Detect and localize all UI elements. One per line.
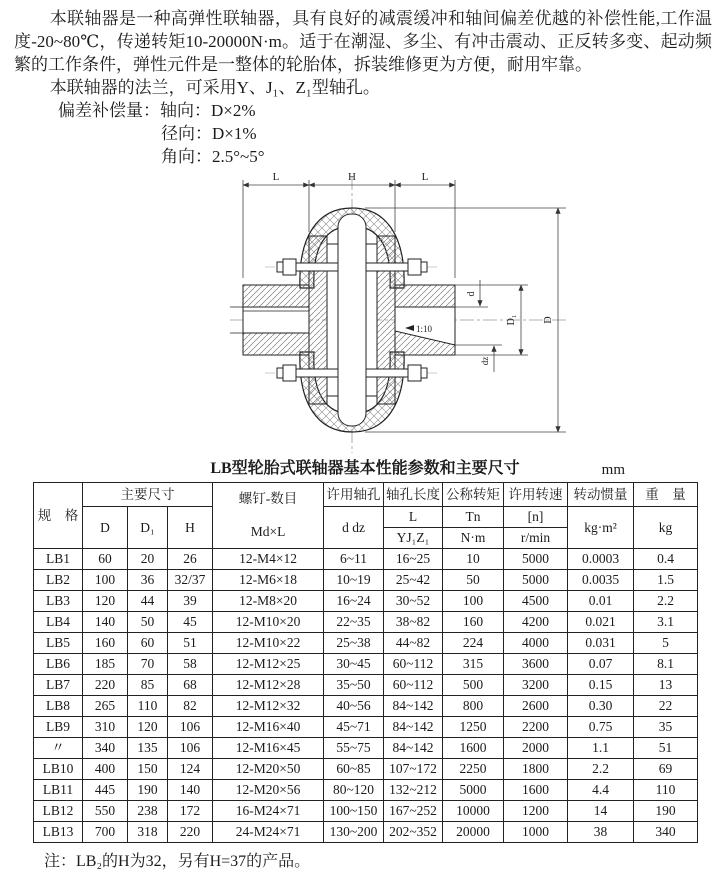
th-weight: 重 量 <box>634 483 698 507</box>
table-cell: 400 <box>83 759 128 780</box>
table-cell: 140 <box>83 612 128 633</box>
table-cell: 6~11 <box>324 549 384 570</box>
th-bore-sub: d dz <box>324 507 384 549</box>
table-cell: 4000 <box>504 633 568 654</box>
compensation-axial-row <box>58 99 712 122</box>
table-cell: 20 <box>128 549 168 570</box>
table-cell: 0.0003 <box>568 549 634 570</box>
table-cell: 12-M6×18 <box>213 570 324 591</box>
right-hub-section <box>395 285 455 355</box>
table-cell: 135 <box>128 738 168 759</box>
table-cell: 60 <box>128 633 168 654</box>
th-col-D1: D₁ <box>128 507 168 549</box>
table-cell: 167~252 <box>384 801 443 822</box>
table-cell: 16~25 <box>384 549 443 570</box>
table-cell: 82 <box>168 696 213 717</box>
table-cell: 60~112 <box>384 675 443 696</box>
table-cell: 100 <box>83 570 128 591</box>
table-cell: 310 <box>83 717 128 738</box>
th-bore-len-sym: L <box>384 507 443 528</box>
table-cell: 5000 <box>504 549 568 570</box>
table-cell: 106 <box>168 738 213 759</box>
table-cell: 30~45 <box>324 654 384 675</box>
table-cell: 51 <box>168 633 213 654</box>
footnote: 注：LB₂的H为32，另有H=37的产品。 <box>44 853 311 870</box>
th-speed-unit: r/min <box>504 528 568 549</box>
central-bore-section <box>338 214 366 426</box>
table-cell: LB5 <box>34 633 83 654</box>
table-cell: 12-M10×22 <box>213 633 324 654</box>
table-cell: 2250 <box>443 759 504 780</box>
table-cell: LB9 <box>34 717 83 738</box>
table-cell: 0.4 <box>634 549 698 570</box>
table-cell: 4500 <box>504 591 568 612</box>
table-cell: 50 <box>443 570 504 591</box>
th-main-dims: 主要尺寸 <box>83 483 213 507</box>
table-cell: 3600 <box>504 654 568 675</box>
table-cell: LB6 <box>34 654 83 675</box>
dim-label-left-L: L <box>272 171 280 183</box>
table-cell: 0.0035 <box>568 570 634 591</box>
th-inertia-unit: kg·m² <box>568 507 634 549</box>
th-bore-len-types: YJ₁Z₁ <box>384 528 443 549</box>
table-cell: 1000 <box>504 822 568 843</box>
table-cell: 32/37 <box>168 570 213 591</box>
table-cell: 2.2 <box>568 759 634 780</box>
table-cell: 150 <box>128 759 168 780</box>
table-cell: 16~24 <box>324 591 384 612</box>
dim-label-d: d <box>466 291 477 297</box>
top-dimension-labels <box>273 171 429 183</box>
th-spec: 规 格 <box>34 483 83 549</box>
table-cell: LB3 <box>34 591 83 612</box>
compensation-label: 偏差补偿量： <box>58 101 160 120</box>
coupling-cross-section-diagram <box>14 168 712 456</box>
table-cell: 30~52 <box>384 591 443 612</box>
table-cell: 45~71 <box>324 717 384 738</box>
table-cell: LB4 <box>34 612 83 633</box>
table-cell: 2000 <box>504 738 568 759</box>
th-bore: 许用轴孔 <box>324 483 384 507</box>
table-cell: 84~142 <box>384 717 443 738</box>
table-cell: 12-M12×28 <box>213 675 324 696</box>
table-cell: 58 <box>168 654 213 675</box>
table-row <box>34 801 698 822</box>
th-screws-label: 螺钉-数目 <box>238 491 298 507</box>
table-cell: 1200 <box>504 801 568 822</box>
spec-table-header <box>34 483 698 549</box>
table-cell: 50 <box>128 612 168 633</box>
table-cell: 700 <box>83 822 128 843</box>
axial-value: D×2% <box>211 101 256 120</box>
table-cell: 800 <box>443 696 504 717</box>
table-cell: 〃 <box>34 738 83 759</box>
table-cell: 12-M8×20 <box>213 591 324 612</box>
table-cell: 224 <box>443 633 504 654</box>
table-cell: 0.021 <box>568 612 634 633</box>
table-cell: 45 <box>168 612 213 633</box>
th-inertia: 转动惯量 <box>568 483 634 507</box>
table-cell: 220 <box>83 675 128 696</box>
table-cell: 84~142 <box>384 696 443 717</box>
table-cell: 106 <box>168 717 213 738</box>
table-cell: 1800 <box>504 759 568 780</box>
table-cell: 0.75 <box>568 717 634 738</box>
table-cell: 12-M10×20 <box>213 612 324 633</box>
table-cell: 12-M12×32 <box>213 696 324 717</box>
table-row <box>34 633 698 654</box>
table-row <box>34 675 698 696</box>
table-cell: 0.031 <box>568 633 634 654</box>
table-cell: 120 <box>128 717 168 738</box>
table-cell: 190 <box>128 780 168 801</box>
table-cell: 10 <box>443 549 504 570</box>
table-cell: 1250 <box>443 717 504 738</box>
table-cell: LB2 <box>34 570 83 591</box>
table-cell: 39 <box>168 591 213 612</box>
table-cell: 2200 <box>504 717 568 738</box>
table-cell: 445 <box>83 780 128 801</box>
table-cell: 60~112 <box>384 654 443 675</box>
table-cell: 22~35 <box>324 612 384 633</box>
dim-label-D: D <box>543 316 554 324</box>
table-cell: 12-M16×40 <box>213 717 324 738</box>
table-cell: 38~82 <box>384 612 443 633</box>
compensation-radial-row <box>58 122 712 145</box>
table-cell: 100 <box>443 591 504 612</box>
th-col-D: D <box>83 507 128 549</box>
table-cell: 84~142 <box>384 738 443 759</box>
table-cell: 25~42 <box>384 570 443 591</box>
spec-table-body <box>34 549 698 843</box>
table-cell: 12-M20×50 <box>213 759 324 780</box>
th-screws <box>213 483 324 549</box>
table-cell: 132~212 <box>384 780 443 801</box>
table-cell: 130~200 <box>324 822 384 843</box>
table-row <box>34 696 698 717</box>
angular-name: 角向： <box>161 147 212 166</box>
table-cell: 5000 <box>504 570 568 591</box>
table-cell: 51 <box>634 738 698 759</box>
table-cell: 40~56 <box>324 696 384 717</box>
table-cell: 69 <box>634 759 698 780</box>
table-cell: LB13 <box>34 822 83 843</box>
radial-value: D×1% <box>212 124 257 143</box>
table-cell: 35 <box>634 717 698 738</box>
table-cell: 12-M20×56 <box>213 780 324 801</box>
table-row <box>34 717 698 738</box>
table-cell: 220 <box>168 822 213 843</box>
table-cell: 140 <box>168 780 213 801</box>
table-cell: 2.2 <box>634 591 698 612</box>
table-row <box>34 612 698 633</box>
table-row <box>34 570 698 591</box>
diameter-dimension-labels <box>466 292 554 366</box>
th-torque: 公称转矩 <box>443 483 504 507</box>
table-cell: 0.30 <box>568 696 634 717</box>
table-cell: 172 <box>168 801 213 822</box>
intro-paragraph-2: 本联轴器的法兰，可采用Y、J₁、Z₁型轴孔。 <box>49 78 380 97</box>
table-cell: 1600 <box>443 738 504 759</box>
table-cell: 107~172 <box>384 759 443 780</box>
table-cell: 160 <box>443 612 504 633</box>
table-cell: 3200 <box>504 675 568 696</box>
table-cell: 2600 <box>504 696 568 717</box>
table-cell: 80~120 <box>324 780 384 801</box>
table-cell: 38 <box>568 822 634 843</box>
axial-name: 轴向： <box>160 101 211 120</box>
table-cell: 160 <box>83 633 128 654</box>
table-cell: 5 <box>634 633 698 654</box>
table-cell: 340 <box>634 822 698 843</box>
table-cell: 12-M4×12 <box>213 549 324 570</box>
table-cell: 85 <box>128 675 168 696</box>
table-cell: 100~150 <box>324 801 384 822</box>
table-cell: 22 <box>634 696 698 717</box>
th-speed: 许用转速 <box>504 483 568 507</box>
table-cell: 265 <box>83 696 128 717</box>
table-cell: 238 <box>128 801 168 822</box>
table-cell: LB10 <box>34 759 83 780</box>
table-cell: 1.1 <box>568 738 634 759</box>
table-cell: 35~50 <box>324 675 384 696</box>
coupling-diagram-svg <box>230 168 580 458</box>
table-row <box>34 822 698 843</box>
th-torque-unit: N·m <box>443 528 504 549</box>
table-cell: 124 <box>168 759 213 780</box>
table-cell: 190 <box>634 801 698 822</box>
th-weight-unit: kg <box>634 507 698 549</box>
table-cell: 14 <box>568 801 634 822</box>
table-cell: 185 <box>83 654 128 675</box>
table-cell: 10000 <box>443 801 504 822</box>
table-cell: LB11 <box>34 780 83 801</box>
table-cell: 44~82 <box>384 633 443 654</box>
table-cell: 4200 <box>504 612 568 633</box>
table-row <box>34 591 698 612</box>
dim-label-right-L: L <box>421 171 429 183</box>
table-cell: 0.01 <box>568 591 634 612</box>
th-screws-sub: Md×L <box>250 523 286 539</box>
table-cell: 60 <box>83 549 128 570</box>
table-cell: 120 <box>83 591 128 612</box>
dim-label-H: H <box>348 171 356 183</box>
table-cell: 318 <box>128 822 168 843</box>
table-cell: 12-M12×25 <box>213 654 324 675</box>
table-row <box>34 759 698 780</box>
dim-label-D1: D₁ <box>506 314 517 326</box>
table-cell: 13 <box>634 675 698 696</box>
table-cell: 70 <box>128 654 168 675</box>
table-cell: LB8 <box>34 696 83 717</box>
table-cell: 26 <box>168 549 213 570</box>
table-cell: LB1 <box>34 549 83 570</box>
table-title: LB型轮胎式联轴器基本性能参数和主要尺寸 <box>210 460 520 477</box>
table-title-row <box>33 458 697 480</box>
table-cell: 5000 <box>443 780 504 801</box>
table-cell: 1600 <box>504 780 568 801</box>
table-cell: 36 <box>128 570 168 591</box>
table-cell: 0.07 <box>568 654 634 675</box>
table-cell: LB12 <box>34 801 83 822</box>
angular-value: 2.5°~5° <box>212 147 265 166</box>
table-cell: 8.1 <box>634 654 698 675</box>
table-unit: mm <box>601 462 625 478</box>
table-cell: 110 <box>128 696 168 717</box>
th-col-H: H <box>168 507 213 549</box>
dim-label-dz: dz <box>480 356 490 366</box>
table-cell: 3.1 <box>634 612 698 633</box>
table-row <box>34 549 698 570</box>
table-cell: 25~38 <box>324 633 384 654</box>
table-cell: 202~352 <box>384 822 443 843</box>
table-row <box>34 780 698 801</box>
compensation-angular-row <box>58 145 712 168</box>
table-cell: 20000 <box>443 822 504 843</box>
th-bore-len: 轴孔长度 <box>384 483 443 507</box>
table-cell: 68 <box>168 675 213 696</box>
th-torque-sym: Tn <box>443 507 504 528</box>
table-row <box>34 738 698 759</box>
table-cell: 55~75 <box>324 738 384 759</box>
table-cell: 110 <box>634 780 698 801</box>
table-cell: 16-M24×71 <box>213 801 324 822</box>
table-row <box>34 654 698 675</box>
radial-name: 径向： <box>161 124 212 143</box>
table-cell: 44 <box>128 591 168 612</box>
intro-paragraph-1: 本联轴器是一种高弹性联轴器，具有良好的减震缓冲和轴间偏差优越的补偿性能,工作温度-20~80℃，传递转矩10-20000N·m。适于在潮湿、多尘、有冲击震动、正反转多变、起动频繁的工作条件，弹性元件是一整体的轮胎体，拆装维修更为方便，耐用牢靠。 <box>14 9 712 74</box>
table-cell: 0.15 <box>568 675 634 696</box>
table-cell: 340 <box>83 738 128 759</box>
table-cell: 60~85 <box>324 759 384 780</box>
taper-label: 1:10 <box>416 324 433 334</box>
table-cell: 10~19 <box>324 570 384 591</box>
table-cell: LB7 <box>34 675 83 696</box>
table-cell: 550 <box>83 801 128 822</box>
spec-table <box>33 482 698 843</box>
table-cell: 315 <box>443 654 504 675</box>
compensation-block <box>58 99 712 168</box>
table-cell: 1.5 <box>634 570 698 591</box>
th-speed-sym: [n] <box>504 507 568 528</box>
table-cell: 4.4 <box>568 780 634 801</box>
table-cell: 12-M16×45 <box>213 738 324 759</box>
table-cell: 500 <box>443 675 504 696</box>
table-cell: 24-M24×71 <box>213 822 324 843</box>
